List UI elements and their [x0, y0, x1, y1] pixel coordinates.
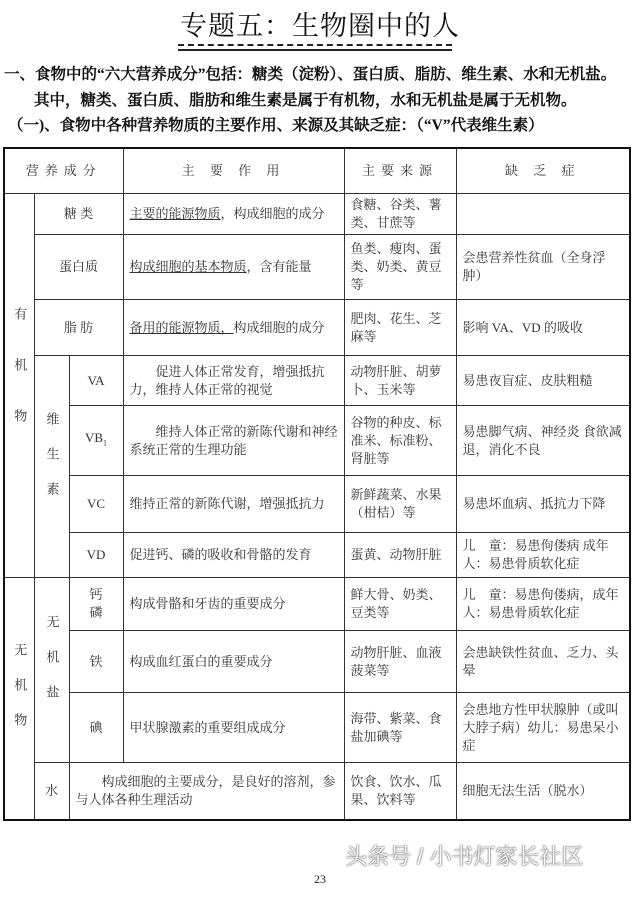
source: 鲜大骨、奶类、豆类等 — [344, 578, 456, 631]
effect: 维持人体正常的新陈代谢和神经系统正常的生理功能 — [123, 406, 344, 476]
deficiency: 细胞无法生活（脱水） — [456, 763, 630, 820]
table-row — [4, 533, 630, 578]
vitamin-label: VB — [84, 429, 104, 445]
deficiency: 易患脚气病、神经炎 食欲减退，消化不良 — [456, 406, 630, 476]
deficiency: 儿 童：易患佝偻病，成年人：易患骨质软化症 — [456, 578, 630, 631]
deficiency: 会患地方性甲状腺肿（或叫大脖子病）幼儿：易患呆小症 — [456, 693, 630, 763]
nutrition-table — [3, 147, 631, 821]
nutrient-name: VD — [69, 533, 123, 578]
header-effect: 主 要 作 用 — [123, 148, 344, 194]
table-header — [4, 148, 630, 194]
nutrient-name: 铁 — [69, 631, 123, 693]
effect-underlined: 主要的能源物质 — [129, 206, 221, 221]
source: 海带、紫菜、食盐加碘等 — [344, 693, 456, 763]
source: 肥肉、花生、芝麻等 — [344, 300, 456, 356]
deficiency — [456, 194, 630, 235]
nutrient-name: 碘 — [69, 693, 123, 763]
nutrient-name: VA — [69, 356, 123, 406]
source: 动物肝脏、血液菠菜等 — [344, 631, 456, 693]
deficiency: 影响 VA、VD 的吸收 — [456, 300, 630, 356]
intro-line-2: 其中，糖类、蛋白质、脂肪和维生素是属于有机物，水和无机盐是属于无机物。 — [34, 92, 577, 109]
nutrient-name: 蛋白质 — [34, 235, 123, 300]
source: 食糖、谷类、薯类、甘蔗等 — [344, 194, 456, 235]
source: 蛋黄、动物肝脏 — [344, 533, 456, 578]
source: 动物肝脏、胡萝卜、玉米等 — [344, 356, 456, 406]
table-row — [4, 763, 630, 820]
source: 饮食、饮水、瓜果、饮料等 — [344, 763, 456, 820]
group-inorganic: 无机物 — [12, 643, 28, 749]
effect: 构成骨骼和牙齿的重要成分 — [123, 578, 344, 631]
effect-underlined: 构成细胞的基本物质 — [129, 259, 247, 274]
table-row — [4, 300, 630, 356]
header-deficiency: 缺 乏 症 — [456, 148, 630, 194]
nutrient-name: 脂 肪 — [34, 300, 123, 356]
effect: 促进钙、磷的吸收和骨骼的发育 — [123, 533, 344, 578]
effect: ，构成细胞的成分 — [220, 206, 325, 221]
table-row — [4, 693, 630, 763]
table-row — [4, 631, 630, 693]
nutrient-name: 糖 类 — [34, 194, 123, 235]
page-number: 23 — [314, 872, 326, 886]
nutrient-name: 水 — [34, 763, 69, 820]
deficiency: 会患缺铁性贫血、乏力、头晕 — [456, 631, 630, 693]
table-row — [4, 476, 630, 533]
table-row — [4, 194, 630, 235]
header-nutrient: 营养成分 — [4, 148, 123, 194]
nutrient-name: 钙磷 — [69, 578, 123, 631]
deficiency: 易患夜盲症、皮肤粗糙 — [456, 356, 630, 406]
group-organic: 有机物 — [12, 306, 28, 460]
group-vitamin: 维生素 — [44, 411, 60, 517]
effect: 促进人体正常发育，增强抵抗力，维持人体正常的视觉 — [123, 356, 344, 406]
effect: 维持正常的新陈代谢，增强抵抗力 — [123, 476, 344, 533]
watermark: 头条号 / 小书灯家长社区 — [345, 844, 584, 869]
deficiency: 会患营养性贫血（全身浮肿） — [456, 235, 630, 300]
intro-line-1: 一、食物中的“六大营养成分”包括：糖类（淀粉）、蛋白质、脂肪、维生素、水和无机盐。 — [4, 66, 617, 83]
title-divider — [178, 44, 452, 54]
nutrient-name — [69, 406, 123, 476]
deficiency: 儿 童：易患佝偻病 成年人：易患骨质软化症 — [456, 533, 630, 578]
source: 新鲜蔬菜、水果（柑桔）等 — [344, 476, 456, 533]
effect: 构成细胞的成分 — [233, 319, 325, 335]
effect: 构成血红蛋白的重要成分 — [123, 631, 344, 693]
table-row — [4, 406, 630, 476]
nutrient-name: VC — [69, 476, 123, 533]
group-salt: 无机盐 — [44, 615, 60, 720]
table-row — [4, 235, 630, 300]
table-row — [4, 356, 630, 406]
vitamin-subscript: 1 — [103, 438, 108, 448]
header-source: 主要来源 — [344, 148, 456, 194]
source: 谷物的种皮、标准米、标准粉、肾脏等 — [344, 406, 456, 476]
effect-underlined: 备用的能源物质， — [129, 319, 234, 335]
table-row — [4, 578, 630, 631]
effect: 甲状腺激素的重要组成成分 — [123, 693, 344, 763]
deficiency: 易患坏血病、抵抗力下降 — [456, 476, 630, 533]
effect: ，含有能量 — [246, 259, 312, 274]
effect: 构成细胞的主要成分，是良好的溶剂，参与人体各种生理活动 — [69, 763, 344, 820]
section-heading: （一)、食物中各种营养物质的主要作用、来源及其缺乏症：（“V”代表维生素） — [8, 117, 544, 134]
source: 鱼类、瘦肉、蛋类、奶类、黄豆等 — [344, 235, 456, 300]
page-title: 专题五：生物圈中的人 — [180, 11, 460, 41]
